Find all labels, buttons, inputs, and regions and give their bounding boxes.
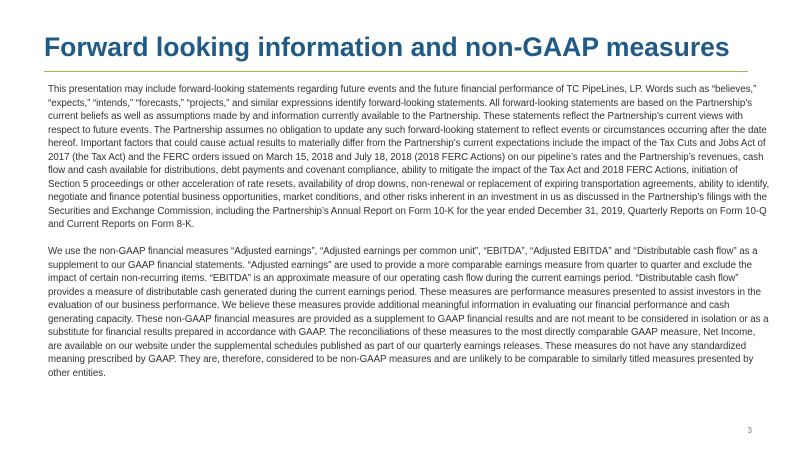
forward-looking-paragraph: This presentation may include forward-looking statements regarding future events and the future financial performance of TC PipeLines, LP. Words such as “believes,” “expects,” “intends,” “forecasts,” “projects,” and similar expressions identify forward-looking statements. All forward-looking statements are based on the Partnership’s current beliefs as well as assumptions made by and information currently available to the Partnership. These statements reflect the Partnership’s current views with respect to future events. The Partnership assumes no obligation to update any such forward-looking statement to reflect events or circumstances occurring after the date hereof. Important factors that could cause actual results to materially differ from the Partnership’s current expectations include the impact of the Tax Cuts and Jobs Act of 2017 (the Tax Act) and the FERC orders issued on March 15, 2018 and July 18, 2018 (2018 FERC Actions) on our pipeline’s rates and the Partnership’s revenues, cash flow and cash available for distributions, debt payments and covenant compliance, ability to mitigate the impact of the Tax Act and 2018 FERC Actions, initiation of Section 5 proceedings or other acceleration of rate resets, availability of drop downs, non-renewal or replacement of expiring transportation agreements, ability to identify, negotiate and finance potential business opportunities, market conditions, and other risks inherent in an investment in us as discussed in the Partnership’s filings with the Securities and Exchange Commission, including the Partnership’s Annual Report on Form 10-K for the year ended December 31, 2019, Quarterly Reports on Form 10-Q and Current Reports on Form 8-K. [48,84,770,231]
slide-body [48,83,770,380]
page-number: 3 [747,426,752,435]
slide-title: Forward looking information and non-GAAP measures [44,32,730,62]
non-gaap-paragraph: We use the non-GAAP financial measures “Adjusted earnings”, “Adjusted earnings per common unit”, “EBITDA”, “Adjusted EBITDA” and ‘‘Distributable cash flow” as a supplement to our GAAP financial statements. “Adjusted earnings” are used to provide a more comparable earnings measure from quarter to quarter and exclude the impact of certain non-recurring items. “EBITDA” is an approximate measure of our operating cash flow during the current earnings period. “Distributable cash flow” provides a measure of distributable cash generated during the current earnings period. These measures are performance measures presented to assist investors in the evaluation of our business performance. We believe these measures provide additional meaningful information in evaluating our financial performance and cash generating capacity. These non-GAAP financial measures are provided as a supplement to GAAP financial results and are not meant to be considered in isolation or as a substitute for financial results prepared in accordance with GAAP. The reconciliations of these measures to the most directly comparable GAAP measure, Net Income, are available on our website under the supplemental schedules published as part of our quarterly earnings releases. These measures do not have any standardized meaning prescribed by GAAP. They are, therefore, considered to be non-GAAP measures and are unlikely to be comparable to similarly titled measures presented by other entities. [48,246,769,379]
title-divider [44,71,748,72]
